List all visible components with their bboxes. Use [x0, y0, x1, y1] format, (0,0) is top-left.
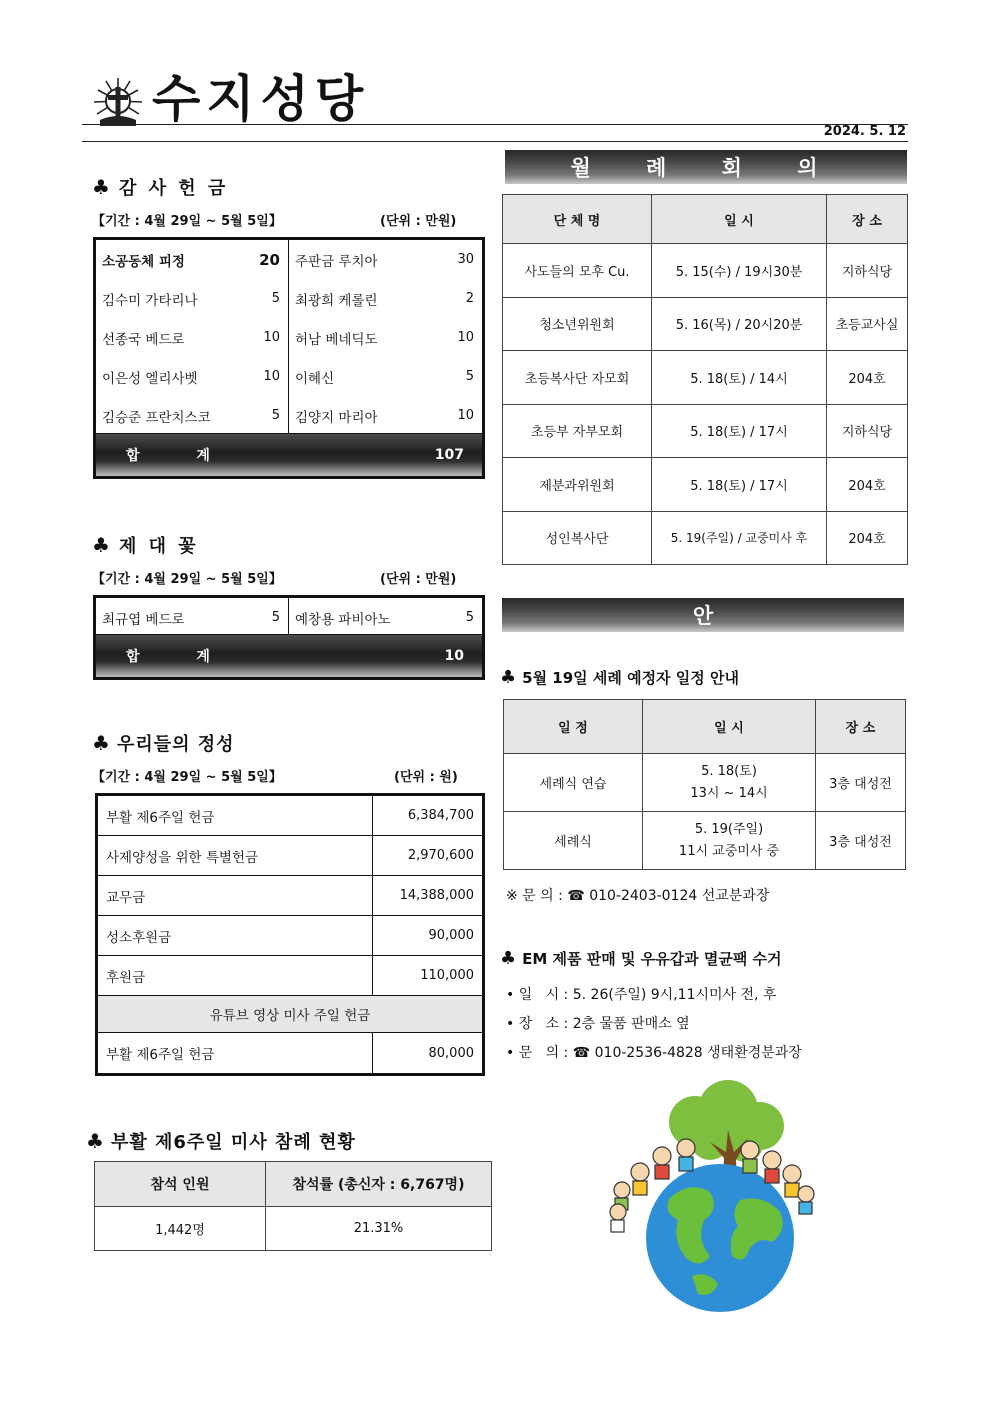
donor-name: 김수미 가타리나	[102, 292, 198, 309]
donor-name: 김양지 마리아	[295, 409, 378, 426]
baptism-table	[503, 699, 906, 870]
em-info-label: • 문 의 :	[506, 1045, 569, 1061]
em-info-item	[506, 1013, 802, 1042]
youtube-header: 유튜브 영상 미사 주일 헌금	[97, 996, 484, 1033]
club-icon: ♣	[86, 1129, 105, 1153]
baptism-col-header: 장 소	[816, 700, 906, 754]
devotion-label: 성소후원금	[97, 916, 373, 956]
our-devotion-title-text: 우리들의 정성	[116, 734, 235, 755]
baptism-date: 5. 18(토)	[701, 763, 757, 779]
devotion-amount: 14,388,000	[373, 876, 484, 916]
meeting-row	[503, 511, 908, 565]
meeting-col-header: 장 소	[827, 195, 908, 244]
baptism-date: 5. 19(주일)	[694, 821, 764, 837]
offering-cell-left	[96, 279, 289, 318]
club-icon: ♣	[92, 731, 111, 755]
altar-flowers-title	[92, 532, 199, 558]
donor-amount: 5	[271, 291, 280, 306]
baptism-title	[500, 667, 739, 688]
donor-amount: 5	[465, 369, 474, 384]
meeting-datetime: 5. 15(수) / 19시30분	[652, 244, 827, 298]
meeting-row	[503, 244, 908, 298]
meeting-row	[503, 297, 908, 351]
baptism-event: 세례식 연습	[504, 754, 643, 812]
devotion-label: 부활 제6주일 헌금	[97, 795, 373, 836]
total-amount: 107	[434, 447, 464, 463]
meeting-datetime: 5. 18(토) / 17시	[652, 458, 827, 512]
donor-amount: 5	[271, 408, 280, 423]
devotion-row	[97, 836, 484, 876]
offering-cell-right	[289, 318, 482, 357]
devotion-label: 후원금	[97, 956, 373, 996]
thanks-offering-total-row	[96, 433, 482, 476]
devotion-amount: 6,384,700	[373, 795, 484, 836]
em-info-list	[506, 984, 802, 1071]
bulletin-date: 2024. 5. 12	[823, 124, 906, 139]
devotion-amount: 2,970,600	[373, 836, 484, 876]
total-label: 합 계	[126, 649, 236, 665]
meeting-col-header: 단 체 명	[503, 195, 652, 244]
devotion-label: 교무금	[97, 876, 373, 916]
meeting-datetime: 5. 16(목) / 20시20분	[652, 297, 827, 351]
donor-name: 이은성 엘리사벳	[102, 370, 198, 387]
devotion-label: 사제양성을 위한 특별헌금	[97, 836, 373, 876]
total-label: 합 계	[126, 448, 236, 464]
meeting-place: 204호	[827, 511, 908, 565]
meeting-group: 초등부 자부모회	[503, 404, 652, 458]
baptism-time: 13시 ~ 14시	[690, 785, 768, 801]
altar-flowers-period: 【기간 : 4월 29일 ~ 5월 5일】	[92, 572, 282, 587]
club-icon: ♣	[92, 533, 113, 557]
altar-flowers-unit: (단위 : 만원)	[380, 572, 457, 587]
club-icon: ♣	[92, 175, 113, 199]
donor-amount: 10	[263, 369, 280, 384]
offering-cell-left	[96, 240, 289, 279]
offering-cell-left	[96, 598, 289, 637]
meeting-place: 지하식당	[827, 404, 908, 458]
devotion-amount: 90,000	[373, 916, 484, 956]
attendance-col-rate: 참석률 (총신자 : 6,767명)	[266, 1162, 492, 1207]
meeting-col-header: 일 시	[652, 195, 827, 244]
thanks-offering-grid	[96, 240, 482, 435]
altar-flowers-title-text: 제 대 꽃	[118, 536, 199, 557]
offering-cell-left	[96, 396, 289, 435]
youtube-header-row	[97, 996, 484, 1033]
header-rule	[82, 124, 908, 142]
club-icon: ♣	[500, 667, 517, 688]
devotion-amount: 110,000	[373, 956, 484, 996]
meeting-datetime: 5. 18(토) / 14시	[652, 351, 827, 405]
meeting-place: 초등교사실	[827, 297, 908, 351]
donor-amount: 5	[465, 610, 474, 625]
baptism-place: 3층 대성전	[816, 754, 906, 812]
baptism-datetime	[643, 812, 816, 870]
baptism-col-header: 일 정	[504, 700, 643, 754]
meeting-group: 초등복사단 자모회	[503, 351, 652, 405]
donor-name: 김승준 프란치스코	[102, 409, 211, 426]
em-info-value: 2층 물품 판매소 옆	[572, 1016, 690, 1032]
total-amount: 10	[444, 648, 464, 664]
altar-flowers-grid	[96, 598, 482, 637]
offering-cell-left	[96, 318, 289, 357]
baptism-contact-label: ※ 문 의 :	[506, 888, 563, 904]
altar-flowers-total-row	[96, 634, 482, 677]
thanks-offering-box	[93, 237, 485, 479]
baptism-row	[504, 812, 906, 870]
monthly-meeting-banner: 월 례 회 의	[505, 150, 907, 184]
club-icon: ♣	[500, 948, 517, 969]
em-title	[500, 948, 782, 969]
meeting-group: 사도들의 모후 Cu.	[503, 244, 652, 298]
em-title-text: EM 제품 판매 및 우유갑과 멸균팩 수거	[522, 950, 782, 968]
devotion-label: 부활 제6주일 헌금	[97, 1033, 373, 1075]
parish-title: 수지성당	[152, 70, 370, 128]
donor-name: 최규엽 베드로	[102, 611, 185, 628]
baptism-row	[504, 754, 906, 812]
meeting-row	[503, 351, 908, 405]
em-info-item	[506, 984, 802, 1013]
donor-name: 주판금 루치아	[295, 253, 378, 270]
notice-banner: 안 내	[502, 598, 904, 632]
baptism-place: 3층 대성전	[816, 812, 906, 870]
our-devotion-table	[95, 793, 485, 1076]
attendance-table	[94, 1161, 492, 1251]
donor-amount: 10	[457, 330, 474, 345]
meeting-row	[503, 458, 908, 512]
meeting-datetime: 5. 18(토) / 17시	[652, 404, 827, 458]
meeting-place: 지하식당	[827, 244, 908, 298]
youtube-row	[97, 1033, 484, 1075]
devotion-row	[97, 795, 484, 836]
thanks-offering-unit: (단위 : 만원)	[380, 214, 457, 229]
devotion-row	[97, 956, 484, 996]
donor-amount: 5	[271, 610, 280, 625]
meeting-place: 204호	[827, 458, 908, 512]
meeting-group: 성인복사단	[503, 511, 652, 565]
devotion-row	[97, 876, 484, 916]
offering-cell-right	[289, 396, 482, 435]
thanks-offering-title-text: 감 사 헌 금	[118, 178, 229, 199]
meeting-group: 제분과위원회	[503, 458, 652, 512]
earth-with-children-illustration	[600, 1080, 830, 1316]
baptism-col-header: 일 시	[643, 700, 816, 754]
offering-cell-right	[289, 279, 482, 318]
meeting-group: 청소년위원회	[503, 297, 652, 351]
devotion-amount: 80,000	[373, 1033, 484, 1075]
meeting-row	[503, 404, 908, 458]
our-devotion-unit: (단위 : 원)	[394, 770, 458, 785]
attendance-col-count: 참석 인원	[95, 1162, 266, 1207]
donor-name: 선종국 베드로	[102, 331, 185, 348]
offering-cell-left	[96, 357, 289, 396]
baptism-event: 세례식	[504, 812, 643, 870]
attendance-title	[86, 1128, 356, 1154]
baptism-title-text: 5월 19일 세례 예정자 일정 안내	[522, 669, 739, 687]
parish-logo-icon	[92, 76, 144, 126]
donor-amount: 30	[457, 252, 474, 267]
donor-amount: 10	[263, 330, 280, 345]
offering-cell-right	[289, 598, 482, 637]
em-info-value: ☎ 010-2536-4828 생태환경분과장	[572, 1045, 802, 1061]
donor-name: 최광희 케롤린	[295, 292, 378, 309]
offering-cell-right	[289, 357, 482, 396]
offering-cell-right	[289, 240, 482, 279]
monthly-meeting-table	[502, 194, 908, 565]
donor-name: 허남 베네딕도	[295, 331, 378, 348]
thanks-offering-period: 【기간 : 4월 29일 ~ 5월 5일】	[92, 214, 282, 229]
donor-name: 소공동체 피정	[102, 253, 185, 270]
donor-amount: 10	[457, 408, 474, 423]
baptism-contact	[506, 885, 769, 905]
em-info-label: • 장 소 :	[506, 1016, 569, 1032]
baptism-time: 11시 교중미사 중	[678, 843, 780, 859]
meeting-datetime: 5. 19(주일) / 교중미사 후	[652, 511, 827, 565]
our-devotion-title	[92, 730, 235, 756]
thanks-offering-title	[92, 174, 228, 200]
donor-amount: 20	[259, 250, 280, 269]
donor-amount: 2	[465, 291, 474, 306]
em-info-value: 5. 26(주일) 9시,11시미사 전, 후	[572, 987, 777, 1003]
devotion-row	[97, 916, 484, 956]
attendance-rate: 21.31%	[266, 1207, 492, 1251]
attendance-count: 1,442명	[95, 1207, 266, 1251]
baptism-datetime	[643, 754, 816, 812]
meeting-place: 204호	[827, 351, 908, 405]
attendance-title-text: 부활 제6주일 미사 참례 현황	[110, 1132, 356, 1153]
donor-name: 예창용 파비아노	[295, 611, 391, 628]
em-info-label: • 일 시 :	[506, 987, 569, 1003]
em-info-item	[506, 1042, 802, 1071]
our-devotion-period: 【기간 : 4월 29일 ~ 5월 5일】	[92, 770, 282, 785]
baptism-contact-value: ☎ 010-2403-0124 선교분과장	[567, 888, 770, 904]
altar-flowers-box	[93, 595, 485, 680]
donor-name: 이혜신	[295, 370, 335, 387]
